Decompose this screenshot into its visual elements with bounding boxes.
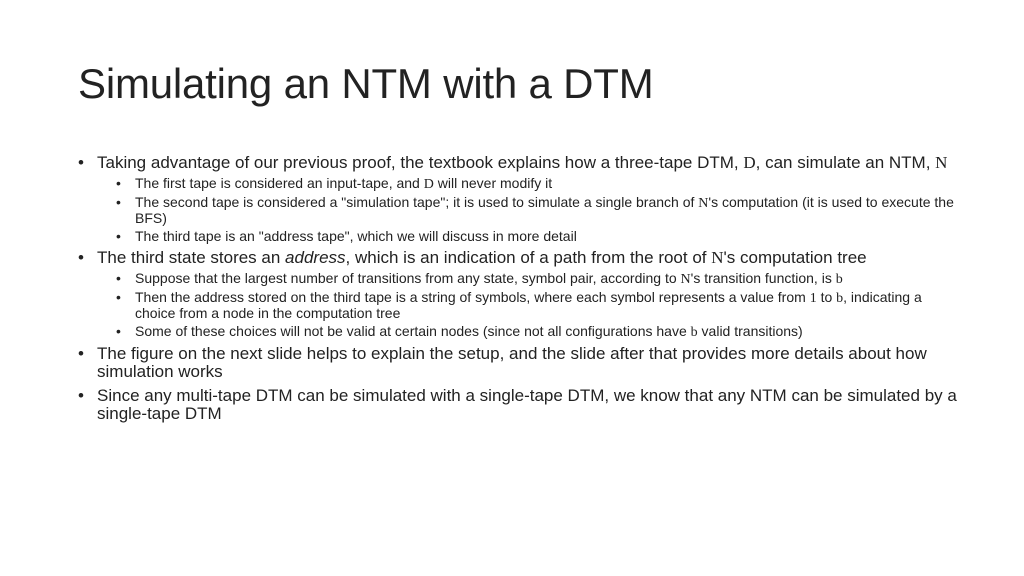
- sub-bullet-text: 's computation (it is used to execute the BFS): [135, 194, 954, 226]
- bullet-4: [78, 387, 958, 423]
- bullet-marker: •: [116, 194, 121, 210]
- bullet-marker: •: [116, 175, 121, 191]
- math-symbol: N: [935, 153, 948, 172]
- bullet-1-text: , can simulate an NTM,: [755, 153, 936, 172]
- math-symbol: b: [835, 272, 843, 287]
- math-symbol: D: [743, 153, 756, 172]
- bullet-2: [78, 249, 958, 267]
- sub-bullet-1-3: [116, 229, 958, 244]
- sub-bullet-text: valid transitions): [697, 323, 803, 339]
- sub-bullet-text: to: [816, 289, 837, 305]
- math-symbol: 1: [809, 291, 817, 306]
- bullet-marker: •: [78, 153, 84, 172]
- bullet-1-text: Taking advantage of our previous proof, the textbook explains how a three-tape DTM,: [97, 153, 744, 172]
- bullet-2-text: 's computation tree: [723, 248, 867, 267]
- bullet-marker: •: [78, 344, 84, 363]
- sub-bullet-text: The second tape is considered a "simulation tape"; it is used to simulate a single branch of: [135, 194, 699, 210]
- sub-bullet-2-2: [116, 290, 958, 321]
- bullet-marker: •: [78, 386, 84, 405]
- bullet-marker: •: [116, 228, 121, 244]
- bullet-1: [78, 154, 958, 172]
- sub-bullet-2-1: [116, 271, 958, 287]
- emphasis-address: address: [285, 248, 346, 267]
- math-symbol: N: [698, 196, 709, 211]
- math-symbol: N: [680, 272, 691, 287]
- sub-bullet-text: The first tape is considered an input-tape, and: [135, 175, 424, 191]
- math-symbol: D: [423, 177, 434, 192]
- sub-bullet-text: Some of these choices will not be valid at certain nodes (since not all configurations have: [135, 323, 691, 339]
- math-symbol: b: [836, 291, 844, 306]
- bullet-marker: •: [116, 270, 121, 286]
- math-symbol: b: [690, 325, 698, 340]
- sub-bullet-text: The third tape is an "address tape", which we will discuss in more detail: [135, 228, 577, 244]
- math-symbol: N: [711, 248, 724, 267]
- sub-bullet-text: 's transition function, is: [690, 270, 836, 286]
- sub-bullet-text: Then the address stored on the third tape is a string of symbols, where each symbol represents a value from: [135, 289, 810, 305]
- bullet-marker: •: [116, 289, 121, 305]
- bullet-4-text: Since any multi-tape DTM can be simulated with a single-tape DTM, we know that any NTM can be simulated by a single-tape DTM: [97, 386, 957, 423]
- sub-bullet-text: will never modify it: [433, 175, 553, 191]
- bullet-2-text: , which is an indication of a path from the root of: [345, 248, 712, 267]
- slide-body: [78, 154, 958, 427]
- sub-bullet-1-1: [116, 176, 958, 192]
- bullet-marker: •: [78, 248, 84, 267]
- slide-title: Simulating an NTM with a DTM: [78, 60, 654, 107]
- sub-bullet-1-2: [116, 195, 958, 226]
- sub-bullet-text: Suppose that the largest number of transitions from any state, symbol pair, according to: [135, 270, 681, 286]
- sub-bullet-text: , indicating a choice from a node in the computation tree: [135, 289, 922, 321]
- bullet-2-text: The third state stores an: [97, 248, 286, 267]
- bullet-3-text: The figure on the next slide helps to explain the setup, and the slide after that provides more details about how simulation works: [97, 344, 927, 381]
- bullet-marker: •: [116, 323, 121, 339]
- sub-bullet-2-3: [116, 324, 958, 340]
- bullet-3: [78, 345, 958, 381]
